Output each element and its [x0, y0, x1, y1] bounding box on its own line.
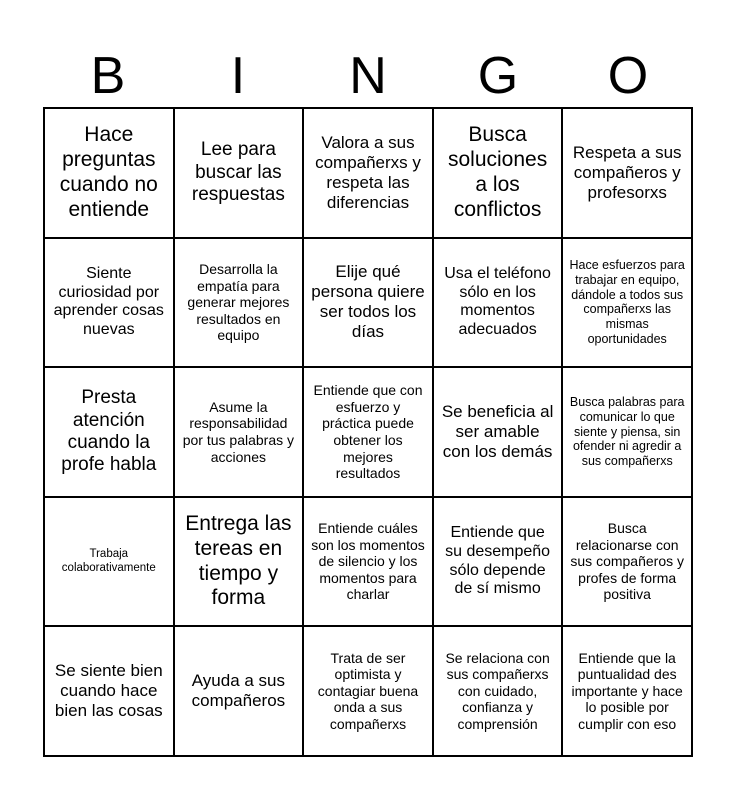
bingo-cell[interactable]: Asume la responsabilidad por tus palabras y acciones	[174, 367, 304, 497]
bingo-cell[interactable]: Trata de ser optimista y contagiar buena onda a sus compañerxs	[303, 626, 433, 756]
bingo-cell[interactable]: Entiende que su desempeño sólo depende de sí mismo	[433, 497, 563, 627]
bingo-cell[interactable]: Se siente bien cuando hace bien las cosas	[44, 626, 174, 756]
header-letter-g: G	[477, 47, 519, 105]
header-letter-b: B	[90, 47, 126, 105]
bingo-cell[interactable]: Usa el teléfono sólo en los momentos adecuados	[433, 238, 563, 368]
bingo-cell[interactable]: Busca palabras para comunicar lo que siente y piensa, sin ofender ni agredir a sus compañerxs	[562, 367, 692, 497]
bingo-cell[interactable]: Busca soluciones a los conflictos	[433, 108, 563, 238]
bingo-header	[43, 46, 693, 106]
bingo-cell[interactable]: Respeta a sus compañeros y profesorxs	[562, 108, 692, 238]
bingo-cell[interactable]: Ayuda a sus compañeros	[174, 626, 304, 756]
bingo-cell[interactable]: Busca relacionarse con sus compañeros y profes de forma positiva	[562, 497, 692, 627]
bingo-cell[interactable]: Valora a sus compañerxs y respeta las diferencias	[303, 108, 433, 238]
bingo-cell[interactable]: Siente curiosidad por aprender cosas nuevas	[44, 238, 174, 368]
bingo-cell[interactable]: Trabaja colaborativamente	[44, 497, 174, 627]
bingo-cell[interactable]: Hace preguntas cuando no entiende	[44, 108, 174, 238]
bingo-cell[interactable]: Entrega las tereas en tiempo y forma	[174, 497, 304, 627]
bingo-cell[interactable]: Lee para buscar las respuestas	[174, 108, 304, 238]
bingo-cell[interactable]: Elije qué persona quiere ser todos los días	[303, 238, 433, 368]
bingo-cell[interactable]: Se relaciona con sus compañerxs con cuidado, confianza y comprensión	[433, 626, 563, 756]
header-letter-o: O	[607, 47, 649, 105]
bingo-cell[interactable]: Hace esfuerzos para trabajar en equipo, dándole a todos sus compañerxs las mismas oportunidades	[562, 238, 692, 368]
header-letter-n: N	[349, 47, 387, 105]
bingo-cell[interactable]: Entiende que con esfuerzo y práctica puede obtener los mejores resultados	[303, 367, 433, 497]
bingo-card	[43, 107, 693, 757]
header-letter-i: I	[230, 47, 246, 105]
bingo-cell[interactable]: Se beneficia al ser amable con los demás	[433, 367, 563, 497]
bingo-cell[interactable]: Desarrolla la empatía para generar mejores resultados en equipo	[174, 238, 304, 368]
bingo-cell[interactable]: Entiende cuáles son los momentos de silencio y los momentos para charlar	[303, 497, 433, 627]
bingo-cell[interactable]: Entiende que la puntualidad des importante y hace lo posible por cumplir con eso	[562, 626, 692, 756]
bingo-cell[interactable]: Presta atención cuando la profe habla	[44, 367, 174, 497]
